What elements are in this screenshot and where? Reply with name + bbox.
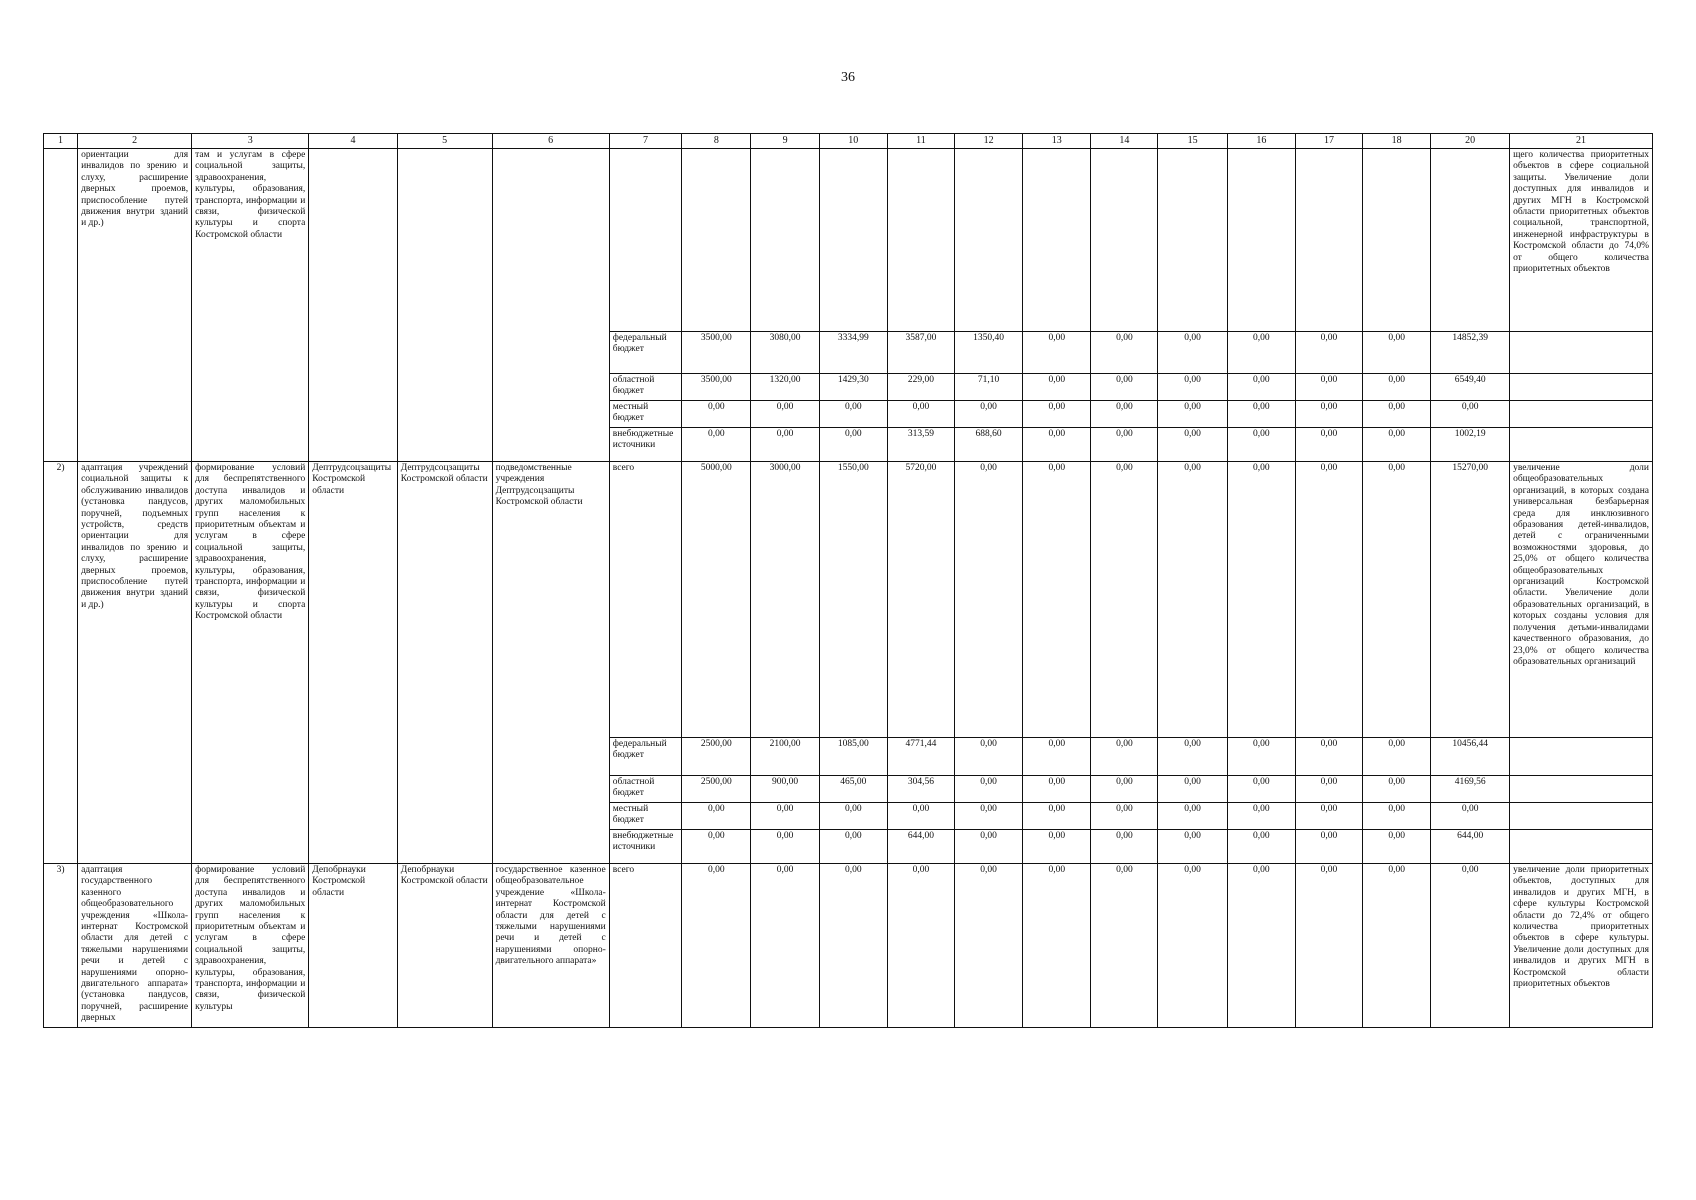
funding-value: 0,00 xyxy=(1295,374,1362,401)
funding-value: 3500,00 xyxy=(682,374,751,401)
funding-source: областной бюджет xyxy=(609,374,681,401)
expected-result: щего количества приоритетных объектов в сфере социальной защиты. Увеличение доли доступных для инвалидов и других МГН в Костромской области приоритетных объектов социальной, транспортной, инженерной инфраструктуры в Костромской области до 74,0% от общего количества приоритетных объектов xyxy=(1510,149,1653,332)
funding-value: 0,00 xyxy=(1158,830,1227,864)
funding-value: 0,00 xyxy=(682,864,751,1028)
item-index: 2) xyxy=(44,462,78,864)
table-row xyxy=(44,864,1653,1028)
funding-source: федеральный бюджет xyxy=(609,332,681,374)
column-number: 18 xyxy=(1363,134,1431,149)
funding-value: 1085,00 xyxy=(819,738,887,776)
task-description: там и услугам в сфере социальной защиты, здравоохранения, культуры, образования, транспорта, информации и связи, физической культуры и спорта Костромской области xyxy=(192,149,309,462)
funding-source: федеральный бюджет xyxy=(609,738,681,776)
funding-value: 0,00 xyxy=(1091,428,1158,462)
funding-value: 0,00 xyxy=(1023,738,1091,776)
funding-value: 0,00 xyxy=(1158,428,1227,462)
funding-value: 14852,39 xyxy=(1431,332,1510,374)
funding-value: 0,00 xyxy=(1295,803,1362,830)
empty-result-cell xyxy=(1510,830,1653,864)
funding-value: 0,00 xyxy=(1295,738,1362,776)
funding-value: 0,00 xyxy=(682,401,751,428)
co-executor: Дептрудсоцзащиты Костромской области xyxy=(397,462,492,864)
funding-value: 15270,00 xyxy=(1431,462,1510,738)
column-number: 8 xyxy=(682,134,751,149)
funding-value: 0,00 xyxy=(887,864,954,1028)
funding-value: 0,00 xyxy=(954,864,1022,1028)
funding-value: 0,00 xyxy=(1227,776,1295,803)
funding-value: 0,00 xyxy=(1091,374,1158,401)
measure-description: адаптация учреждений социальной защиты к обслуживанию инвалидов (установка пандусов, поручней, подъемных устройств, средств ориентации для инвалидов по зрению и слуху, расширение дверных проемов, приспособление путей движения внутри зданий и др.) xyxy=(78,462,192,864)
funding-value: 4771,44 xyxy=(887,738,954,776)
funding-value: 0,00 xyxy=(682,803,751,830)
funding-value: 71,10 xyxy=(954,374,1022,401)
funding-value: 0,00 xyxy=(1295,864,1362,1028)
funding-value: 0,00 xyxy=(1363,803,1431,830)
funding-value: 0,00 xyxy=(1091,803,1158,830)
column-number: 10 xyxy=(819,134,887,149)
funding-value: 1002,19 xyxy=(1431,428,1510,462)
funding-source: всего xyxy=(609,864,681,1028)
funding-value: 0,00 xyxy=(1023,401,1091,428)
funding-value xyxy=(1227,149,1295,332)
funding-value: 0,00 xyxy=(819,864,887,1028)
funding-value: 0,00 xyxy=(1091,462,1158,738)
empty-result-cell xyxy=(1510,776,1653,803)
funding-value: 0,00 xyxy=(1295,332,1362,374)
funding-value: 0,00 xyxy=(954,462,1022,738)
funding-value: 3587,00 xyxy=(887,332,954,374)
funding-value: 0,00 xyxy=(1227,864,1295,1028)
column-number: 16 xyxy=(1227,134,1295,149)
funding-value xyxy=(751,149,819,332)
funding-value: 0,00 xyxy=(1227,462,1295,738)
column-number: 11 xyxy=(887,134,954,149)
task-description: формирование условий для беспрепятственного доступа инвалидов и других маломобильных групп населения к приоритетным объектам и услугам в сфере социальной защиты, здравоохранения, культуры, образования, транспорта, информации и связи, физической культуры xyxy=(192,864,309,1028)
funding-value: 0,00 xyxy=(1158,803,1227,830)
funding-value: 0,00 xyxy=(1023,864,1091,1028)
responsible-executor: Депобрнауки Костромской области xyxy=(309,864,397,1028)
funding-value: 900,00 xyxy=(751,776,819,803)
expected-result: увеличение доли общеобразовательных организаций, в которых создана универсальная безбарьерная среда для инклюзивного образования детей-инвалидов, детей с ограниченными возможностями здоровья, до 25,0% от общего количества общеобразовательных организаций Костромской области. Увеличение доли образовательных организаций, в которых созданы условия для получения детьми-инвалидами качественного образования, до 23,0% от общего количества образовательных организаций xyxy=(1510,462,1653,738)
co-executor xyxy=(397,149,492,462)
funding-source: областной бюджет xyxy=(609,776,681,803)
column-number: 13 xyxy=(1023,134,1091,149)
funding-value: 0,00 xyxy=(1023,428,1091,462)
funding-value xyxy=(954,149,1022,332)
funding-value: 229,00 xyxy=(887,374,954,401)
column-number-row xyxy=(44,134,1653,149)
funding-value: 0,00 xyxy=(954,738,1022,776)
column-number: 5 xyxy=(397,134,492,149)
column-number: 6 xyxy=(492,134,609,149)
funding-value: 644,00 xyxy=(1431,830,1510,864)
funding-value: 0,00 xyxy=(1091,332,1158,374)
funding-value: 0,00 xyxy=(751,864,819,1028)
funding-value: 0,00 xyxy=(682,830,751,864)
funding-value: 3000,00 xyxy=(751,462,819,738)
funding-value: 0,00 xyxy=(751,803,819,830)
task-description: формирование условий для беспрепятственного доступа инвалидов и других маломобильных групп населения к приоритетным объектам и услугам в сфере социальной защиты, здравоохранения, культуры, образования, транспорта, информации и связи, физической культуры и спорта Костромской области xyxy=(192,462,309,864)
empty-result-cell xyxy=(1510,332,1653,374)
funding-value: 304,56 xyxy=(887,776,954,803)
table-row xyxy=(44,149,1653,332)
funding-value xyxy=(682,149,751,332)
funding-value xyxy=(1158,149,1227,332)
measure-description: ориентации для инвалидов по зрению и слуху, расширение дверных проемов, приспособление путей движения внутри зданий и др.) xyxy=(78,149,192,462)
table-row xyxy=(44,462,1653,738)
empty-result-cell xyxy=(1510,428,1653,462)
funding-value: 2500,00 xyxy=(682,776,751,803)
column-number: 2 xyxy=(78,134,192,149)
funding-value: 0,00 xyxy=(1158,332,1227,374)
funding-value: 0,00 xyxy=(1363,374,1431,401)
funding-value: 0,00 xyxy=(819,803,887,830)
column-number: 7 xyxy=(609,134,681,149)
funding-source: внебюджетные источники xyxy=(609,428,681,462)
funding-value: 0,00 xyxy=(1363,776,1431,803)
empty-result-cell xyxy=(1510,401,1653,428)
funding-value xyxy=(1023,149,1091,332)
funding-value xyxy=(1431,149,1510,332)
participants: государственное казенное общеобразовательное учреждение «Школа-интернат Костромской области для детей с тяжелыми нарушениями речи и детей с нарушениями опорно-двигательного аппарата» xyxy=(492,864,609,1028)
funding-value: 0,00 xyxy=(751,401,819,428)
column-number: 3 xyxy=(192,134,309,149)
funding-value: 0,00 xyxy=(1227,803,1295,830)
funding-value: 0,00 xyxy=(1227,738,1295,776)
measure-description: адаптация государственного казенного общеобразовательного учреждения «Школа-интернат Костромской области для детей с тяжелыми нарушениями речи и детей с нарушениями опорно-двигательного аппарата» (установка пандусов, поручней, расширение дверных xyxy=(78,864,192,1028)
item-index: 3) xyxy=(44,864,78,1028)
funding-value: 1350,40 xyxy=(954,332,1022,374)
funding-value: 0,00 xyxy=(1091,738,1158,776)
funding-value: 5000,00 xyxy=(682,462,751,738)
funding-value: 0,00 xyxy=(1158,738,1227,776)
funding-value: 1429,30 xyxy=(819,374,887,401)
funding-value: 0,00 xyxy=(1363,830,1431,864)
funding-source: всего xyxy=(609,462,681,738)
funding-value: 688,60 xyxy=(954,428,1022,462)
funding-value xyxy=(1091,149,1158,332)
funding-value: 0,00 xyxy=(1023,803,1091,830)
funding-value: 0,00 xyxy=(1363,428,1431,462)
funding-value: 0,00 xyxy=(1431,864,1510,1028)
empty-result-cell xyxy=(1510,738,1653,776)
funding-source: местный бюджет xyxy=(609,401,681,428)
empty-result-cell xyxy=(1510,374,1653,401)
funding-value: 465,00 xyxy=(819,776,887,803)
column-number: 15 xyxy=(1158,134,1227,149)
funding-value: 0,00 xyxy=(954,401,1022,428)
funding-value: 10456,44 xyxy=(1431,738,1510,776)
funding-source: внебюджетные источники xyxy=(609,830,681,864)
responsible-executor xyxy=(309,149,397,462)
funding-value: 0,00 xyxy=(1023,332,1091,374)
financing-table xyxy=(43,133,1653,1028)
funding-value xyxy=(1363,149,1431,332)
funding-value xyxy=(887,149,954,332)
participants xyxy=(492,149,609,462)
funding-value: 0,00 xyxy=(954,830,1022,864)
funding-value: 0,00 xyxy=(1295,776,1362,803)
funding-value: 0,00 xyxy=(1295,830,1362,864)
funding-value xyxy=(819,149,887,332)
funding-value: 0,00 xyxy=(1363,462,1431,738)
funding-value: 0,00 xyxy=(1023,462,1091,738)
funding-value: 0,00 xyxy=(1227,830,1295,864)
column-number: 4 xyxy=(309,134,397,149)
funding-value: 0,00 xyxy=(1227,374,1295,401)
funding-value: 0,00 xyxy=(819,428,887,462)
expected-result: увеличение доли приоритетных объектов, доступных для инвалидов и других МГН, в сфере культуры Костромской области до 72,4% от общего количества приоритетных объектов в сфере культуры. Увеличение доли доступных для инвалидов и других МГН в Костромской области приоритетных объектов xyxy=(1510,864,1653,1028)
funding-value: 0,00 xyxy=(1295,401,1362,428)
funding-value: 0,00 xyxy=(1023,830,1091,864)
funding-value: 0,00 xyxy=(1431,401,1510,428)
funding-value: 0,00 xyxy=(1158,401,1227,428)
column-number: 14 xyxy=(1091,134,1158,149)
funding-value: 0,00 xyxy=(1158,374,1227,401)
funding-value: 0,00 xyxy=(1363,332,1431,374)
funding-value: 0,00 xyxy=(1091,864,1158,1028)
funding-source: местный бюджет xyxy=(609,803,681,830)
funding-value: 0,00 xyxy=(1158,776,1227,803)
funding-source xyxy=(609,149,681,332)
empty-result-cell xyxy=(1510,803,1653,830)
funding-value: 0,00 xyxy=(1091,776,1158,803)
funding-value: 0,00 xyxy=(1431,803,1510,830)
funding-value: 0,00 xyxy=(751,428,819,462)
funding-value: 5720,00 xyxy=(887,462,954,738)
co-executor: Депобрнауки Костромской области xyxy=(397,864,492,1028)
funding-value: 0,00 xyxy=(1091,830,1158,864)
funding-value: 3500,00 xyxy=(682,332,751,374)
funding-value: 0,00 xyxy=(751,830,819,864)
funding-value: 0,00 xyxy=(1295,462,1362,738)
funding-value xyxy=(1295,149,1362,332)
funding-value: 0,00 xyxy=(1023,776,1091,803)
column-number: 9 xyxy=(751,134,819,149)
funding-value: 313,59 xyxy=(887,428,954,462)
item-index xyxy=(44,149,78,462)
funding-value: 0,00 xyxy=(1363,864,1431,1028)
funding-value: 1320,00 xyxy=(751,374,819,401)
page-number: 36 xyxy=(841,70,855,85)
funding-value: 0,00 xyxy=(819,830,887,864)
column-number: 12 xyxy=(954,134,1022,149)
funding-value: 0,00 xyxy=(1295,428,1362,462)
funding-value: 0,00 xyxy=(1363,401,1431,428)
funding-value: 2100,00 xyxy=(751,738,819,776)
funding-value: 0,00 xyxy=(1363,738,1431,776)
funding-value: 0,00 xyxy=(954,803,1022,830)
column-number: 21 xyxy=(1510,134,1653,149)
funding-value: 644,00 xyxy=(887,830,954,864)
funding-value: 3080,00 xyxy=(751,332,819,374)
funding-value: 2500,00 xyxy=(682,738,751,776)
column-number: 1 xyxy=(44,134,78,149)
funding-value: 1550,00 xyxy=(819,462,887,738)
funding-value: 0,00 xyxy=(1158,864,1227,1028)
funding-value: 0,00 xyxy=(1091,401,1158,428)
funding-value: 0,00 xyxy=(954,776,1022,803)
funding-value: 0,00 xyxy=(887,803,954,830)
funding-value: 0,00 xyxy=(1023,374,1091,401)
participants: подведомственные учреждения Дептрудсоцзащиты Костромской области xyxy=(492,462,609,864)
funding-value: 0,00 xyxy=(682,428,751,462)
funding-value: 6549,40 xyxy=(1431,374,1510,401)
column-number: 17 xyxy=(1295,134,1362,149)
funding-value: 0,00 xyxy=(1227,332,1295,374)
funding-value: 0,00 xyxy=(1227,428,1295,462)
column-number: 20 xyxy=(1431,134,1510,149)
funding-value: 0,00 xyxy=(1158,462,1227,738)
funding-value: 3334,99 xyxy=(819,332,887,374)
funding-value: 4169,56 xyxy=(1431,776,1510,803)
funding-value: 0,00 xyxy=(1227,401,1295,428)
responsible-executor: Дептрудсоцзащиты Костромской области xyxy=(309,462,397,864)
funding-value: 0,00 xyxy=(887,401,954,428)
funding-value: 0,00 xyxy=(819,401,887,428)
